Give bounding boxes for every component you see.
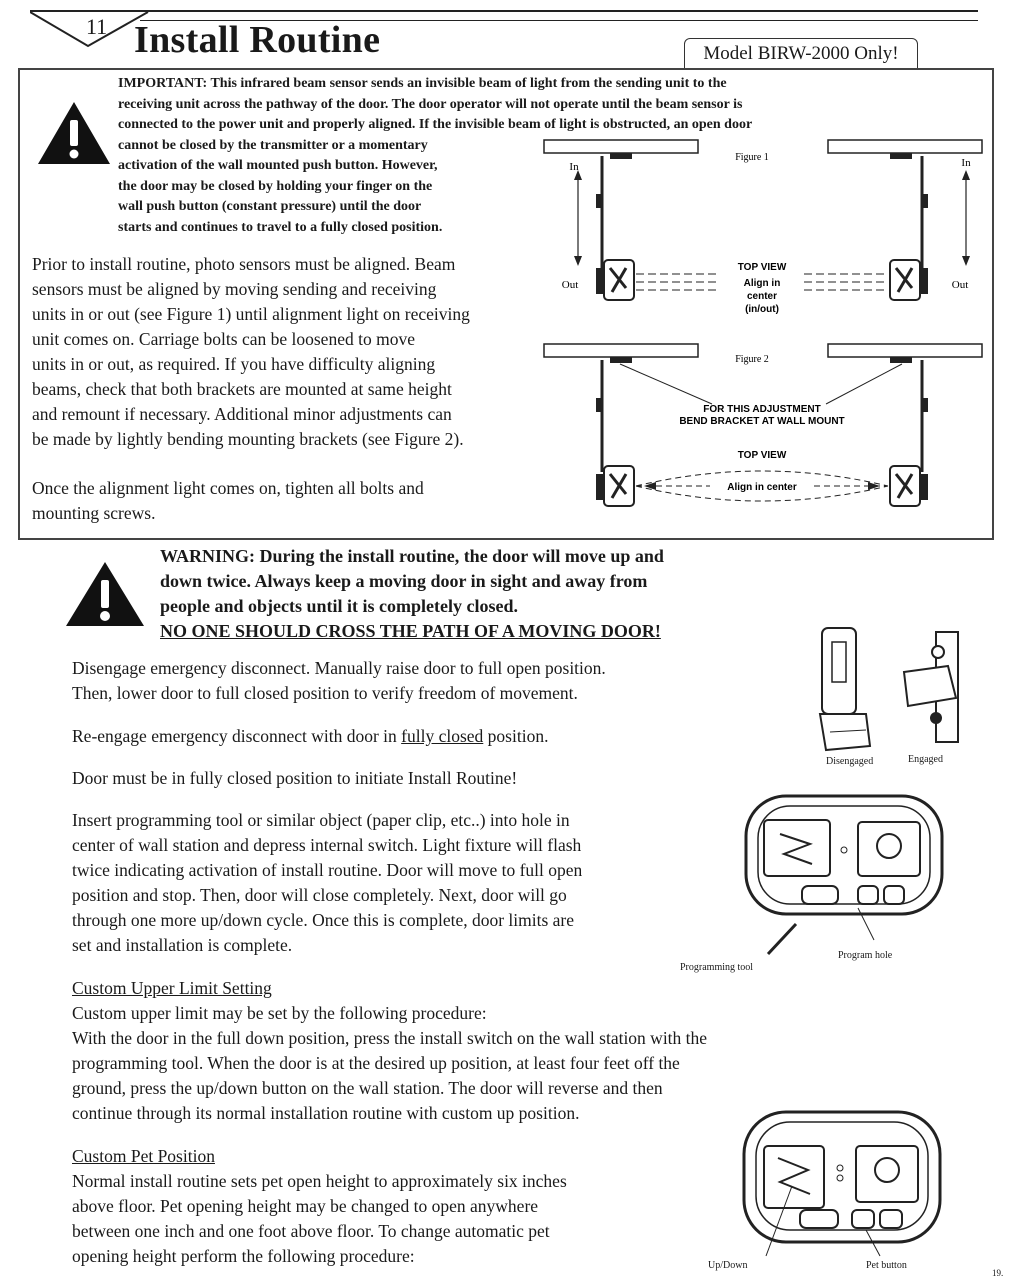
- insert-line: through one more up/down cycle. Once this is complete, door limits are: [72, 910, 575, 930]
- alignment-line: be made by lightly bending mounting brackets (see Figure 2).: [32, 429, 464, 449]
- reengage-underlined: fully closed: [401, 726, 484, 746]
- important-line: receiving unit across the pathway of the door. The door operator will not operate until the beam sensor is: [118, 96, 743, 112]
- alignment-line: units in or out (see Figure 1) until alignment light on receiving: [32, 304, 470, 324]
- page-number: 19.: [992, 1268, 1004, 1278]
- sensor-alignment-diagram: [540, 136, 990, 532]
- custom-upper-line: continue through its normal installation routine with custom up position.: [72, 1103, 580, 1123]
- programming-tool-label: Programming tool: [680, 962, 754, 973]
- out-left-label: Out: [561, 279, 579, 291]
- align-label-3: (in/out): [745, 304, 779, 315]
- custom-upper-heading: Custom Upper Limit Setting: [72, 978, 272, 998]
- pet-button-label: Pet button: [866, 1260, 907, 1271]
- emergency-disconnect-illustration: [808, 618, 978, 772]
- important-line: wall push button (constant pressure) until the door: [118, 199, 422, 214]
- custom-upper-line: ground, press the up/down button on the wall station. The door will reverse and then: [72, 1078, 663, 1098]
- custom-pet-line: opening height perform the following procedure:: [72, 1246, 415, 1266]
- warning-line: WARNING: During the install routine, the door will move up and: [160, 546, 664, 566]
- alignment-line: and remount if necessary. Additional minor adjustments can: [32, 404, 452, 424]
- alignment-line: sensors must be aligned by moving sending and receiving: [32, 279, 437, 299]
- disengage-paragraph: [72, 656, 772, 706]
- out-right-label: Out: [951, 279, 969, 291]
- program-hole-label: Program hole: [838, 950, 893, 961]
- tighten-paragraph: [32, 476, 552, 526]
- alignment-line: unit comes on. Carriage bolts can be loosened to move: [32, 329, 415, 349]
- insert-line: twice indicating activation of install routine. Door will move to full open: [72, 860, 583, 880]
- insert-line: position and stop. Then, door will close completely. Next, door will go: [72, 885, 567, 905]
- adjust-label-1: FOR THIS ADJUSTMENT: [703, 404, 821, 415]
- warning-line: people and objects until it is completely closed.: [160, 596, 518, 616]
- important-line: activation of the wall mounted push button. However,: [118, 158, 438, 173]
- align-center-label: Align in center: [727, 482, 797, 493]
- warning-emphasis: NO ONE SHOULD CROSS THE PATH OF A MOVING DOOR!: [160, 621, 661, 641]
- figure-2: [544, 344, 982, 506]
- page-title: Install Routine: [134, 19, 381, 61]
- figure-1: [544, 140, 982, 315]
- adjust-label-2: BEND BRACKET AT WALL MOUNT: [679, 416, 845, 427]
- alignment-line: units in or out, as required. If you have difficulty aligning: [32, 354, 436, 374]
- engaged-label: Engaged: [908, 754, 943, 765]
- custom-pet-section: [72, 1144, 712, 1269]
- important-line: cannot be closed by the transmitter or a momentary: [118, 137, 428, 153]
- figure-1-caption: Figure 1: [735, 152, 769, 163]
- figure-2-caption: Figure 2: [735, 354, 769, 365]
- reengage-paragraph: [72, 724, 772, 749]
- custom-pet-line: above floor. Pet opening height may be changed to open anywhere: [72, 1196, 539, 1216]
- top-view-label-2: TOP VIEW: [737, 450, 787, 461]
- align-label-1: Align in: [743, 278, 781, 289]
- wall-station-pet-illustration: [738, 1106, 948, 1266]
- updown-label: Up/Down: [708, 1260, 748, 1271]
- warning-triangle-icon: [64, 560, 146, 628]
- alignment-line: beams, check that both brackets are mounted at same height: [32, 379, 452, 399]
- insert-line: Insert programming tool or similar object (paper clip, etc..) into hole in: [72, 810, 570, 830]
- tighten-line: Once the alignment light comes on, tighten all bolts and: [32, 478, 424, 498]
- reengage-text: Re-engage emergency disconnect with door in: [72, 726, 402, 746]
- disengaged-handle-icon: [820, 628, 870, 750]
- insert-line: set and installation is complete.: [72, 935, 293, 955]
- alignment-paragraph: [32, 252, 572, 452]
- custom-pet-line: between one inch and one foot above floor. To change automatic pet: [72, 1221, 550, 1241]
- custom-pet-heading: Custom Pet Position: [72, 1146, 215, 1166]
- section-number: 11: [86, 14, 108, 39]
- warning-triangle-icon: [36, 100, 112, 166]
- insert-paragraph: [72, 808, 732, 958]
- header-rule-top: [30, 10, 978, 12]
- important-line: the door may be closed by holding your finger on the: [118, 178, 433, 194]
- important-line: IMPORTANT: This infrared beam sensor sends an invisible beam of light from the sending unit to the: [118, 76, 727, 91]
- disengage-line: Then, lower door to full closed position to verify freedom of movement.: [72, 683, 578, 703]
- reengage-text-end: position.: [483, 726, 549, 746]
- custom-upper-line: With the door in the full down position, press the install switch on the wall station with the: [72, 1028, 708, 1048]
- custom-upper-line: programming tool. When the door is at the desired up position, at least four feet off the: [72, 1053, 680, 1073]
- align-label-2: center: [746, 291, 778, 302]
- model-badge: Model BIRW-2000 Only!: [684, 38, 918, 70]
- important-line: connected to the power unit and properly aligned. If the invisible beam of light is obstructed, an open door: [118, 117, 753, 132]
- door-closed-note: Door must be in fully closed position to initiate Install Routine!: [72, 768, 518, 788]
- alignment-line: Prior to install routine, photo sensors must be aligned. Beam: [32, 254, 456, 274]
- warning-line: down twice. Always keep a moving door in sight and away from: [160, 571, 648, 591]
- disengaged-label: Disengaged: [826, 756, 874, 767]
- custom-upper-section: [72, 976, 872, 1126]
- wall-station-illustration: [740, 790, 950, 960]
- tighten-line: mounting screws.: [32, 503, 156, 523]
- important-line: starts and continues to travel to a fully closed position.: [118, 219, 443, 235]
- warning-notice: [160, 544, 800, 644]
- disengage-line: Disengage emergency disconnect. Manually raise door to full open position.: [72, 658, 606, 678]
- custom-pet-line: Normal install routine sets pet open height to approximately six inches: [72, 1171, 567, 1191]
- in-left-label: In: [569, 161, 579, 173]
- custom-upper-line: Custom upper limit may be set by the following procedure:: [72, 1003, 487, 1023]
- insert-line: center of wall station and depress internal switch. Light fixture will flash: [72, 835, 582, 855]
- top-view-label: TOP VIEW: [737, 262, 787, 273]
- in-right-label: In: [961, 157, 971, 169]
- engaged-handle-icon: [904, 632, 958, 742]
